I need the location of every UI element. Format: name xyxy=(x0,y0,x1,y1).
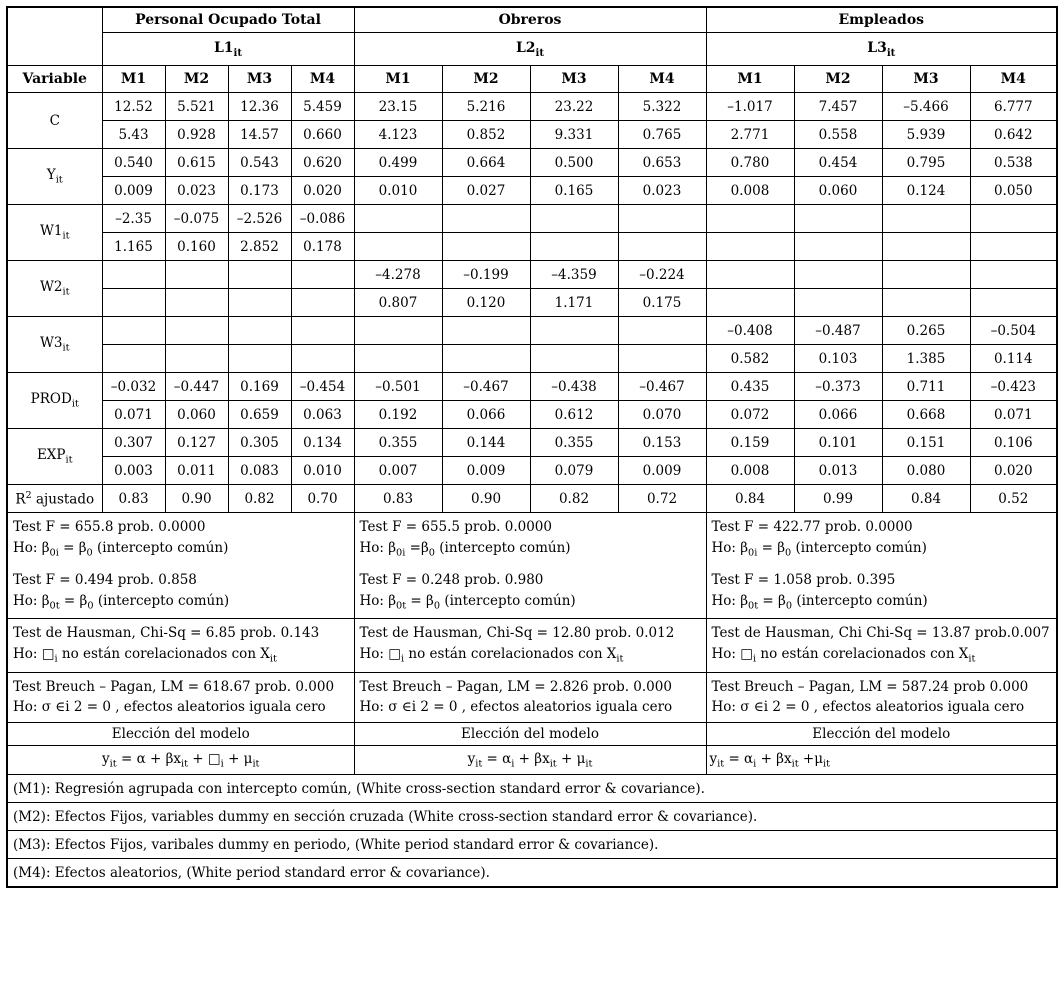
footnote-cell: (M1): Regresión agrupada con intercepto común, (White cross-section standard error & covariance). xyxy=(7,775,1057,803)
coef-cell: 23.15 xyxy=(354,93,442,121)
coef-cell: –0.501 xyxy=(354,373,442,401)
se-cell xyxy=(102,345,165,373)
equation-cell: $y_{it} = \alpha + \beta x_{it}$ + $□_i + \mu_{it}$ xyxy=(7,746,354,775)
coef-cell: –2.526 xyxy=(228,205,291,233)
coef-cell xyxy=(530,317,618,345)
coef-cell xyxy=(102,261,165,289)
f-test-cell-line: Ho: $\beta_{0i} = \beta_0$ (intercepto común) xyxy=(13,539,229,559)
r2-cell: 0.90 xyxy=(442,485,530,513)
coef-cell xyxy=(442,317,530,345)
coef-cell: 12.52 xyxy=(102,93,165,121)
equation-cell: $y_{it} = \alpha_i + \beta x_{it} +\mu_{it}$ xyxy=(706,746,1057,775)
se-row xyxy=(7,177,1057,205)
f-test-cell-line: Test F = 1.058 prob. 0.395 xyxy=(711,572,896,589)
se-cell: 0.020 xyxy=(291,177,354,205)
coef-cell: 0.615 xyxy=(165,149,228,177)
footnote-row xyxy=(7,775,1057,803)
model-header-cell: M3 xyxy=(530,66,618,93)
se-cell xyxy=(291,345,354,373)
coef-cell: –5.466 xyxy=(882,93,970,121)
coef-cell: 0.153 xyxy=(618,429,706,457)
coef-cell: –0.438 xyxy=(530,373,618,401)
r2-cell: 0.82 xyxy=(530,485,618,513)
se-cell: 0.165 xyxy=(530,177,618,205)
model-choice-cell: Elección del modelo xyxy=(706,723,1057,746)
breusch-pagan-test-cell-line: Ho: σ ∈i 2 = 0 , efectos aleatorios iguala cero xyxy=(711,699,1025,716)
coef-cell: 12.36 xyxy=(228,93,291,121)
f-test-cell-line: Test F = 0.248 prob. 0.980 xyxy=(359,572,544,589)
r2-cell: 0.70 xyxy=(291,485,354,513)
coef-cell: –4.278 xyxy=(354,261,442,289)
coef-cell: –0.373 xyxy=(794,373,882,401)
group-subtitle-cell: $L1_{it}$ xyxy=(102,33,354,66)
se-cell xyxy=(618,345,706,373)
group-subtitle-cell: $L2_{it}$ xyxy=(354,33,706,66)
f-test-cell-line: Ho: $\beta_{0i} =\beta_0$ (intercepto común) xyxy=(359,539,571,559)
hausman-test-cell-line: Test de Hausman, Chi Chi-Sq = 13.87 prob.0.007 xyxy=(711,625,1050,642)
breusch-pagan-test-cell xyxy=(7,672,354,723)
se-cell: 0.063 xyxy=(291,401,354,429)
hausman-test-cell-line: Test de Hausman, Chi-Sq = 12.80 prob. 0.012 xyxy=(359,625,675,642)
coef-cell: 0.101 xyxy=(794,429,882,457)
breusch-pagan-test-row xyxy=(7,672,1057,723)
hausman-test-row xyxy=(7,619,1057,672)
coef-cell xyxy=(882,261,970,289)
r2-row xyxy=(7,485,1057,513)
se-cell: 0.114 xyxy=(970,345,1057,373)
se-cell: 0.009 xyxy=(618,457,706,485)
se-cell: 0.079 xyxy=(530,457,618,485)
coef-cell: 0.780 xyxy=(706,149,794,177)
coef-cell xyxy=(706,205,794,233)
coef-cell xyxy=(794,261,882,289)
group-subtitle-row xyxy=(7,33,1057,66)
coef-cell xyxy=(354,205,442,233)
coef-cell: 0.454 xyxy=(794,149,882,177)
coef-cell: –4.359 xyxy=(530,261,618,289)
footnote-cell: (M4): Efectos aleatorios, (White period standard error & covariance). xyxy=(7,859,1057,888)
se-cell: 2.771 xyxy=(706,121,794,149)
se-cell xyxy=(618,233,706,261)
group-subtitle-cell: $L3_{it}$ xyxy=(706,33,1057,66)
se-cell: 9.331 xyxy=(530,121,618,149)
se-cell: 0.009 xyxy=(102,177,165,205)
coef-cell: 0.620 xyxy=(291,149,354,177)
se-cell: 0.612 xyxy=(530,401,618,429)
coef-cell: 0.653 xyxy=(618,149,706,177)
se-cell xyxy=(165,289,228,317)
coef-cell: 0.355 xyxy=(354,429,442,457)
se-cell: 0.060 xyxy=(165,401,228,429)
f-test-cell-line: Ho: $\beta_{0t} = \beta_0$ (intercepto común) xyxy=(13,593,230,612)
breusch-pagan-test-cell-line: Test Breuch – Pagan, LM = 618.67 prob. 0.000 xyxy=(13,678,335,695)
se-cell xyxy=(706,233,794,261)
coef-cell: 5.459 xyxy=(291,93,354,121)
coef-cell: 0.540 xyxy=(102,149,165,177)
se-cell: 0.928 xyxy=(165,121,228,149)
footnote-row xyxy=(7,831,1057,859)
group-title-row xyxy=(7,7,1057,33)
se-cell: 0.027 xyxy=(442,177,530,205)
r2-cell: 0.84 xyxy=(706,485,794,513)
group-title-cell: Obreros xyxy=(354,7,706,33)
se-row xyxy=(7,233,1057,261)
r2-cell: 0.83 xyxy=(354,485,442,513)
f-test-cell-line: Test F = 422.77 prob. 0.0000 xyxy=(711,519,913,535)
coef-cell: 7.457 xyxy=(794,93,882,121)
model-header-cell: M4 xyxy=(618,66,706,93)
coef-row xyxy=(7,317,1057,345)
se-cell: 0.124 xyxy=(882,177,970,205)
coef-cell: –0.504 xyxy=(970,317,1057,345)
se-row xyxy=(7,345,1057,373)
se-cell xyxy=(970,289,1057,317)
coef-cell: –0.086 xyxy=(291,205,354,233)
se-cell: 1.171 xyxy=(530,289,618,317)
model-header-cell: M2 xyxy=(794,66,882,93)
coef-cell: –0.032 xyxy=(102,373,165,401)
breusch-pagan-test-cell xyxy=(354,672,706,723)
coef-cell: 0.543 xyxy=(228,149,291,177)
se-cell: 0.003 xyxy=(102,457,165,485)
coef-cell: 5.521 xyxy=(165,93,228,121)
model-header-cell: M3 xyxy=(228,66,291,93)
se-cell xyxy=(354,345,442,373)
se-cell: 14.57 xyxy=(228,121,291,149)
coef-cell: 5.322 xyxy=(618,93,706,121)
coef-cell: 0.355 xyxy=(530,429,618,457)
coef-row xyxy=(7,149,1057,177)
se-cell: 0.023 xyxy=(618,177,706,205)
r2-cell: 0.99 xyxy=(794,485,882,513)
hausman-test-cell xyxy=(706,619,1057,672)
coef-cell xyxy=(882,205,970,233)
se-cell: 0.009 xyxy=(442,457,530,485)
group-title-cell: Empleados xyxy=(706,7,1057,33)
r2-cell: 0.82 xyxy=(228,485,291,513)
model-header-cell: M4 xyxy=(970,66,1057,93)
coef-cell: 0.159 xyxy=(706,429,794,457)
se-cell: 1.165 xyxy=(102,233,165,261)
r2-cell: 0.84 xyxy=(882,485,970,513)
coef-cell xyxy=(530,205,618,233)
se-cell xyxy=(291,289,354,317)
se-cell: 0.103 xyxy=(794,345,882,373)
coef-cell: 0.151 xyxy=(882,429,970,457)
coef-cell xyxy=(354,317,442,345)
f-test-cell-line: Ho: $\beta_{0i} = \beta_0$ (intercepto común) xyxy=(711,539,927,559)
se-cell xyxy=(165,345,228,373)
se-cell xyxy=(228,289,291,317)
variable-label-cell: $W3_{it}$ xyxy=(7,317,102,373)
coef-cell: 0.711 xyxy=(882,373,970,401)
coef-cell xyxy=(291,317,354,345)
variable-label-cell: C xyxy=(7,93,102,149)
se-cell: 0.060 xyxy=(794,177,882,205)
coef-row xyxy=(7,93,1057,121)
se-cell: 0.072 xyxy=(706,401,794,429)
breusch-pagan-test-cell-line: Ho: σ ∈i 2 = 0 , efectos aleatorios iguala cero xyxy=(13,699,326,716)
f-test-cell-line: Ho: $\beta_{0t} = \beta_0$ (intercepto común) xyxy=(359,593,576,612)
coef-cell: –0.454 xyxy=(291,373,354,401)
coef-cell: 23.22 xyxy=(530,93,618,121)
variable-label-cell: $W1_{it}$ xyxy=(7,205,102,261)
coef-cell xyxy=(291,261,354,289)
se-cell xyxy=(530,233,618,261)
group-title-cell: Personal Ocupado Total xyxy=(102,7,354,33)
se-cell: 4.123 xyxy=(354,121,442,149)
model-header-cell: M4 xyxy=(291,66,354,93)
se-cell: 0.020 xyxy=(970,457,1057,485)
model-header-cell: M1 xyxy=(354,66,442,93)
coef-cell xyxy=(165,261,228,289)
se-cell: 0.120 xyxy=(442,289,530,317)
f-test-cell-line: Test F = 0.494 prob. 0.858 xyxy=(13,572,197,589)
se-cell xyxy=(706,289,794,317)
se-cell: 0.765 xyxy=(618,121,706,149)
se-cell: 0.083 xyxy=(228,457,291,485)
se-cell: 0.160 xyxy=(165,233,228,261)
coef-cell xyxy=(970,261,1057,289)
se-cell: 0.007 xyxy=(354,457,442,485)
se-cell: 0.582 xyxy=(706,345,794,373)
coef-cell: 0.435 xyxy=(706,373,794,401)
coef-cell: 0.307 xyxy=(102,429,165,457)
se-cell: 5.939 xyxy=(882,121,970,149)
breusch-pagan-test-cell xyxy=(706,672,1057,723)
breusch-pagan-test-cell-line: Ho: σ ∈i 2 = 0 , efectos aleatorios iguala cero xyxy=(359,699,673,716)
footnote-row xyxy=(7,803,1057,831)
variable-label-cell: $EXP_{it}$ xyxy=(7,429,102,485)
model-header-cell: M1 xyxy=(102,66,165,93)
f-test-cell-line: Test F = 655.8 prob. 0.0000 xyxy=(13,519,206,535)
coef-cell: –0.467 xyxy=(618,373,706,401)
coef-cell xyxy=(228,261,291,289)
model-header-cell: M2 xyxy=(165,66,228,93)
coef-cell: –1.017 xyxy=(706,93,794,121)
se-cell: 0.668 xyxy=(882,401,970,429)
breusch-pagan-test-cell-line: Test Breuch – Pagan, LM = 587.24 prob 0.000 xyxy=(711,678,1029,695)
se-cell: 0.008 xyxy=(706,457,794,485)
r2-cell: 0.72 xyxy=(618,485,706,513)
model-choice-cell: Elección del modelo xyxy=(7,723,354,746)
se-cell: 0.192 xyxy=(354,401,442,429)
f-test-cell xyxy=(7,513,354,619)
se-row xyxy=(7,121,1057,149)
se-cell xyxy=(794,289,882,317)
breusch-pagan-test-cell-line: Test Breuch – Pagan, LM = 2.826 prob. 0.000 xyxy=(359,678,672,695)
hausman-test-cell-line: Test de Hausman, Chi-Sq = 6.85 prob. 0.143 xyxy=(13,625,320,642)
model-header-cell: M3 xyxy=(882,66,970,93)
se-cell: 0.071 xyxy=(970,401,1057,429)
se-cell: 0.558 xyxy=(794,121,882,149)
coef-cell: –0.408 xyxy=(706,317,794,345)
variable-label-cell: $Y_{it}$ xyxy=(7,149,102,205)
se-cell xyxy=(970,233,1057,261)
f-test-row xyxy=(7,513,1057,619)
se-cell: 0.659 xyxy=(228,401,291,429)
se-cell: 0.013 xyxy=(794,457,882,485)
se-cell: 0.642 xyxy=(970,121,1057,149)
se-cell xyxy=(882,289,970,317)
coef-cell: 0.499 xyxy=(354,149,442,177)
se-cell: 0.066 xyxy=(794,401,882,429)
se-cell: 0.080 xyxy=(882,457,970,485)
coef-cell: 0.305 xyxy=(228,429,291,457)
se-cell: 0.178 xyxy=(291,233,354,261)
coef-cell: 6.777 xyxy=(970,93,1057,121)
coef-cell xyxy=(102,317,165,345)
coef-cell: 0.795 xyxy=(882,149,970,177)
regression-results-table xyxy=(6,6,1058,888)
se-cell: 0.070 xyxy=(618,401,706,429)
coef-row xyxy=(7,261,1057,289)
se-cell xyxy=(794,233,882,261)
coef-row xyxy=(7,429,1057,457)
coef-cell: 0.144 xyxy=(442,429,530,457)
f-test-cell-line: Ho: $\beta_{0t} = \beta_0$ (intercepto común) xyxy=(711,593,928,612)
se-cell xyxy=(102,289,165,317)
coef-cell xyxy=(706,261,794,289)
corner-cell xyxy=(7,7,102,66)
se-cell xyxy=(442,233,530,261)
se-cell: 0.050 xyxy=(970,177,1057,205)
coef-cell: –0.467 xyxy=(442,373,530,401)
coef-row xyxy=(7,373,1057,401)
se-row xyxy=(7,457,1057,485)
model-header-row xyxy=(7,66,1057,93)
model-header-cell: M1 xyxy=(706,66,794,93)
se-cell: 2.852 xyxy=(228,233,291,261)
footnote-cell: (M3): Efectos Fijos, varibales dummy en periodo, (White period standard error & covariance). xyxy=(7,831,1057,859)
f-test-cell xyxy=(354,513,706,619)
model-choice-cell: Elección del modelo xyxy=(354,723,706,746)
coef-cell xyxy=(228,317,291,345)
se-cell: 1.385 xyxy=(882,345,970,373)
se-cell: 0.008 xyxy=(706,177,794,205)
footnote-cell: (M2): Efectos Fijos, variables dummy en sección cruzada (White cross-section standard error & covariance). xyxy=(7,803,1057,831)
footnote-row xyxy=(7,859,1057,888)
coef-cell: 0.169 xyxy=(228,373,291,401)
coef-cell xyxy=(442,205,530,233)
se-cell: 0.066 xyxy=(442,401,530,429)
coef-cell xyxy=(165,317,228,345)
f-test-cell xyxy=(706,513,1057,619)
r2-cell: 0.90 xyxy=(165,485,228,513)
equation-cell: $y_{it} = \alpha_i + \beta x_{it} + \mu_{it}$ xyxy=(354,746,706,775)
variable-label-cell: $PROD_{it}$ xyxy=(7,373,102,429)
se-cell: 5.43 xyxy=(102,121,165,149)
coef-row xyxy=(7,205,1057,233)
hausman-test-cell xyxy=(354,619,706,672)
coef-cell: 5.216 xyxy=(442,93,530,121)
se-cell: 0.023 xyxy=(165,177,228,205)
se-cell: 0.807 xyxy=(354,289,442,317)
se-cell xyxy=(882,233,970,261)
hausman-test-cell xyxy=(7,619,354,672)
coef-cell: 0.500 xyxy=(530,149,618,177)
se-cell: 0.660 xyxy=(291,121,354,149)
se-cell: 0.175 xyxy=(618,289,706,317)
se-cell xyxy=(228,345,291,373)
se-cell: 0.852 xyxy=(442,121,530,149)
variable-label-cell: $W2_{it}$ xyxy=(7,261,102,317)
r2-label-cell: $R^2$ ajustado xyxy=(7,485,102,513)
coef-cell xyxy=(618,317,706,345)
se-cell: 0.173 xyxy=(228,177,291,205)
hausman-test-cell-line: Ho: $□_i$ no están corelacionados con $X_{it}$ xyxy=(13,646,277,665)
coef-cell xyxy=(618,205,706,233)
hausman-test-cell-line: Ho: $□_i$ no están corelacionados con $X_{it}$ xyxy=(359,646,624,665)
coef-cell: –0.447 xyxy=(165,373,228,401)
se-cell: 0.010 xyxy=(354,177,442,205)
se-cell: 0.071 xyxy=(102,401,165,429)
coef-cell: 0.134 xyxy=(291,429,354,457)
model-choice-row xyxy=(7,723,1057,746)
coef-cell: –2.35 xyxy=(102,205,165,233)
equation-row xyxy=(7,746,1057,775)
se-row xyxy=(7,289,1057,317)
r2-cell: 0.52 xyxy=(970,485,1057,513)
coef-cell xyxy=(794,205,882,233)
se-cell xyxy=(530,345,618,373)
se-cell xyxy=(354,233,442,261)
coef-cell: 0.106 xyxy=(970,429,1057,457)
coef-cell: 0.664 xyxy=(442,149,530,177)
f-test-cell-line: Test F = 655.5 prob. 0.0000 xyxy=(359,519,552,535)
se-row xyxy=(7,401,1057,429)
coef-cell: 0.265 xyxy=(882,317,970,345)
coef-cell: –0.199 xyxy=(442,261,530,289)
model-header-cell: M2 xyxy=(442,66,530,93)
se-cell: 0.011 xyxy=(165,457,228,485)
r2-cell: 0.83 xyxy=(102,485,165,513)
variable-header-cell: Variable xyxy=(7,66,102,93)
se-cell xyxy=(442,345,530,373)
coef-cell: –0.487 xyxy=(794,317,882,345)
coef-cell: –0.224 xyxy=(618,261,706,289)
coef-cell: 0.538 xyxy=(970,149,1057,177)
coef-cell: –0.423 xyxy=(970,373,1057,401)
coef-cell: –0.075 xyxy=(165,205,228,233)
se-cell: 0.010 xyxy=(291,457,354,485)
coef-cell xyxy=(970,205,1057,233)
coef-cell: 0.127 xyxy=(165,429,228,457)
hausman-test-cell-line: Ho: $□_i$ no están corelacionados con $X_{it}$ xyxy=(711,646,976,665)
